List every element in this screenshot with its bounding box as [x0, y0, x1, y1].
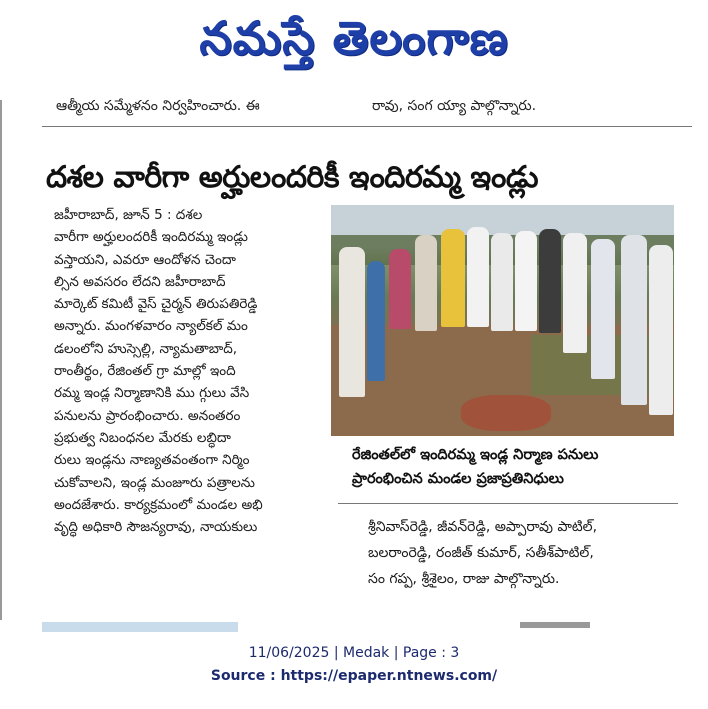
- body-line: వారీగా అర్హులందరికీ ఇందిరమ్మ ఇండ్లు: [54, 229, 248, 246]
- photo-person: [649, 245, 673, 415]
- article-continuation: [368, 514, 688, 592]
- photo-foundation-pit: [461, 395, 551, 431]
- body-line: అందజేశారు. కార్యక్రమంలో మండల అభి: [54, 496, 263, 513]
- photo-caption-line: ప్రారంభించిన మండల ప్రజాప్రతినిధులు: [352, 471, 564, 487]
- photo-person: [339, 247, 365, 397]
- edition-info: 11/06/2025 | Medak | Page : 3: [248, 645, 460, 661]
- newspaper-logo: నమస్తే తెలంగాణ: [199, 11, 509, 65]
- photo-person: [591, 239, 615, 379]
- photo-caption-line: రేజింతల్‌లో ఇందిరమ్మ ఇండ్ల నిర్మాణ పనులు: [352, 447, 599, 463]
- previous-article-tail-left: ఆత్మీయ సమ్మేళనం నిర్వహించారు. ఈ: [56, 98, 260, 114]
- body-line: వృద్ధి అధికారి సౌజన్యరావు, నాయకులు: [54, 519, 258, 536]
- body-line: రులు ఇండ్లను నాణ్యతవంతంగా నిర్మిం: [54, 452, 250, 469]
- photo-person: [491, 233, 513, 331]
- section-divider: [42, 126, 692, 127]
- photo-person: [389, 249, 411, 329]
- previous-article-tail-right: రావు, సంగ య్యా పాల్గొన్నారు.: [372, 98, 537, 114]
- body-line: పనులను ప్రారంభించారు. అనంతరం: [54, 407, 241, 424]
- photo-person: [415, 235, 437, 331]
- masthead: [0, 0, 708, 84]
- photo-person: [563, 233, 587, 353]
- body-line: ప్రభుత్వ నిబంధనల మేరకు లబ్ధిదా: [54, 429, 231, 446]
- article-headline: దశల వారీగా అర్హులందరికీ ఇందిరమ్మ ఇండ్లు: [46, 160, 538, 196]
- body-line: డలంలోని హుస్సెల్లి, న్యామతాబాద్,: [54, 340, 238, 357]
- body-line: మార్కెట్ కమిటీ వైస్ చైర్మన్ తిరుపతిరెడ్డి: [54, 296, 258, 313]
- photo-person: [621, 235, 647, 405]
- body-line: చుకోవాలని, ఇండ్ల మంజూరు పత్రాలను: [54, 474, 255, 491]
- article-body: [54, 204, 326, 538]
- body-line: రాంతీర్థం, రేజింతల్ గ్రా మాల్లో ఇంది: [54, 363, 236, 380]
- page-edge-marker: [0, 100, 6, 620]
- body-line: అన్నారు. మంగళవారం న్యాల్‌కల్ మం: [54, 318, 248, 335]
- continuation-line: బలరాంరెడ్డి, రంజీత్ కుమార్, సతీశ్‌పాటిల్,: [368, 545, 594, 561]
- continuation-line: శ్రీనివాస్‌రెడ్డి, జీవన్‌రెడ్డి, అప్పారావు పాటిల్,: [368, 519, 598, 535]
- photo-person: [467, 227, 489, 327]
- photo-person: [539, 229, 561, 333]
- photo-person: [515, 231, 537, 331]
- source-url[interactable]: Source : https://epaper.ntnews.com/: [210, 668, 498, 684]
- continuation-line: సం గప్ప, శ్రీశైలం, రాజు పాల్గొన్నారు.: [368, 571, 560, 587]
- photo-caption: [352, 443, 682, 491]
- photo-person: [367, 261, 385, 381]
- body-line: ల్సిన అవసరం లేదని జహీరాబాద్: [54, 273, 226, 290]
- next-article-strip: [520, 622, 590, 628]
- caption-divider: [338, 503, 678, 504]
- photo-person: [441, 229, 465, 327]
- next-article-strip: [42, 622, 238, 632]
- body-line: జహీరాబాద్, జూన్ 5 : దశల: [54, 207, 203, 223]
- body-line: వస్తాయని, ఎవరూ ఆందోళన చెందా: [54, 251, 236, 268]
- article-photo: [331, 205, 674, 436]
- body-line: రమ్మ ఇండ్ల నిర్మాణానికి ము గ్గులు వేసి: [54, 385, 250, 402]
